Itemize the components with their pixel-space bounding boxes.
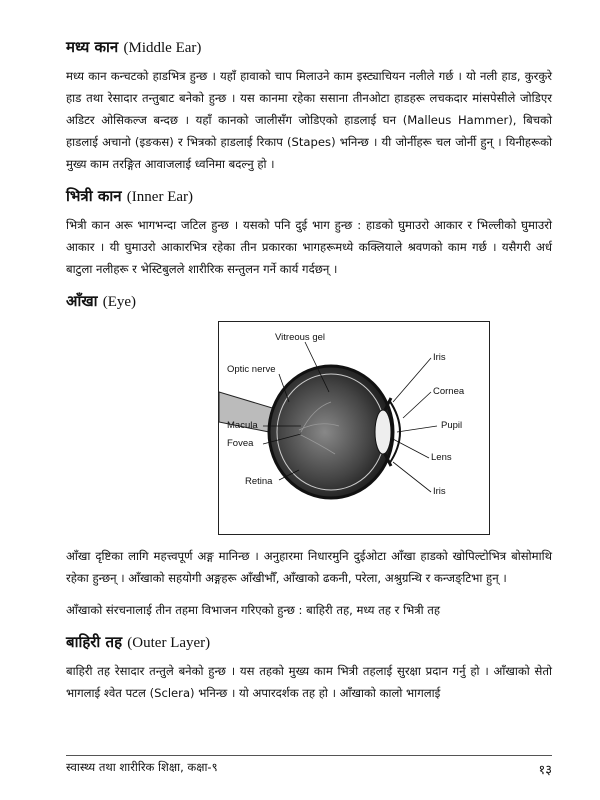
inner-ear-heading-np: भित्री कान bbox=[66, 187, 122, 205]
label-optic-nerve: Optic nerve bbox=[227, 364, 276, 375]
label-vitreous-gel: Vitreous gel bbox=[275, 332, 325, 343]
eye-diagram bbox=[218, 321, 490, 535]
middle-ear-heading-np: मध्य कान bbox=[66, 38, 119, 56]
label-iris-top: Iris bbox=[433, 352, 446, 363]
eye-heading-en: (Eye) bbox=[102, 294, 137, 310]
outer-layer-heading-en: (Outer Layer) bbox=[127, 635, 211, 651]
document-page bbox=[66, 36, 552, 714]
label-macula: Macula bbox=[227, 420, 258, 431]
label-fovea: Fovea bbox=[227, 438, 254, 449]
label-retina: Retina bbox=[245, 476, 273, 487]
eye-paragraph-2: आँखाको संरचनालाई तीन तहमा विभाजन गरिएको हुन्छ : बाहिरी तह, मध्य तह र भित्री तह bbox=[66, 603, 441, 617]
page-number: १३ bbox=[538, 763, 552, 778]
footer-book-title: स्वास्थ्य तथा शारीरिक शिक्षा, कक्षा-९ bbox=[66, 760, 218, 774]
lens-shape bbox=[375, 410, 391, 454]
label-cornea: Cornea bbox=[433, 386, 465, 397]
middle-ear-heading bbox=[66, 36, 552, 59]
outer-layer-paragraph: बाहिरी तह रेसादार तन्तुले बनेको हुन्छ । यस तहको मुख्य काम भित्री तहलाई सुरक्षा प्रदान गर्नु हो । आँखाको सेतो भागलाई श्वेत पटल (Sclera) भनिन्छ । यो अपारदर्शक तह हो । आँखाको कालो भागलाई bbox=[66, 664, 552, 700]
inner-ear-heading-en: (Inner Ear) bbox=[126, 189, 194, 205]
middle-ear-paragraph: मध्य कान कन्चटको हाडभित्र हुन्छ । यहाँ हावाको चाप मिलाउने काम इस्ट्याचियन नलीले गर्छ । यो नली हाड, कुरकुरे हाड तथा रेसादार तन्तुबाट बनेको हुन्छ । यस कानमा रहेका ससाना तीनओटा हाडहरू लचकदार मांसपेसीले जोडिएर अडिटर ओसिकल्ज बन्दछ । यहाँ कानको जालीसँग जोडिएको हाडलाई घन (Malleus Hammer), बिचको हाडलाई अचानो (इङकस) र भित्रको हाडलाई रिकाप (Stapes) भनिन्छ । यी जोर्नीहरू चल जोर्नी हुन् । यिनीहरूको मुख्य काम तरङ्गित आवाजलाई ध्वनिमा बदल्नु हो । bbox=[66, 69, 552, 171]
eyeball-shape bbox=[269, 366, 393, 498]
outer-layer-heading bbox=[66, 631, 552, 654]
page-footer bbox=[66, 755, 552, 778]
label-lens: Lens bbox=[431, 452, 452, 463]
eye-paragraph-1: आँखा दृष्टिका लागि महत्त्वपूर्ण अङ्ग मानिन्छ । अनुहारमा निधारमुनि दुईओटा आँखा हाडको खोपिल्टोभित्र बोसोमाथि रहेका हुन्छन् । आँखाको सहयोगी अङ्गहरू आँखीभौँ, आँखाको ढकनी, परेला, अश्रुग्रन्थि र कन्जङ्टिभा हुन् । bbox=[66, 549, 552, 585]
label-pupil: Pupil bbox=[441, 420, 463, 431]
middle-ear-heading-en: (Middle Ear) bbox=[123, 40, 202, 56]
outer-layer-heading-np: बाहिरी तह bbox=[66, 633, 123, 651]
inner-ear-heading bbox=[66, 185, 552, 208]
label-iris-bottom: Iris bbox=[433, 486, 446, 497]
eye-heading bbox=[66, 290, 552, 313]
inner-ear-paragraph: भित्री कान अरू भागभन्दा जटिल हुन्छ । यसको पनि दुई भाग हुन्छ : हाडको घुमाउरो आकार र भिल्लीको घुमाउरो आकार । यी घुमाउरो आकारभित्र रहेका तीन प्रकारका भागहरूमध्ये कक्लियाले श्रवणको काम गर्छ । यसैगरी अर्ध बाटुला नलीहरू र भेस्टिबुलले शारीरिक सन्तुलन गर्ने कार्य गर्दछन् । bbox=[66, 218, 552, 276]
eye-heading-np: आँखा bbox=[66, 292, 98, 310]
